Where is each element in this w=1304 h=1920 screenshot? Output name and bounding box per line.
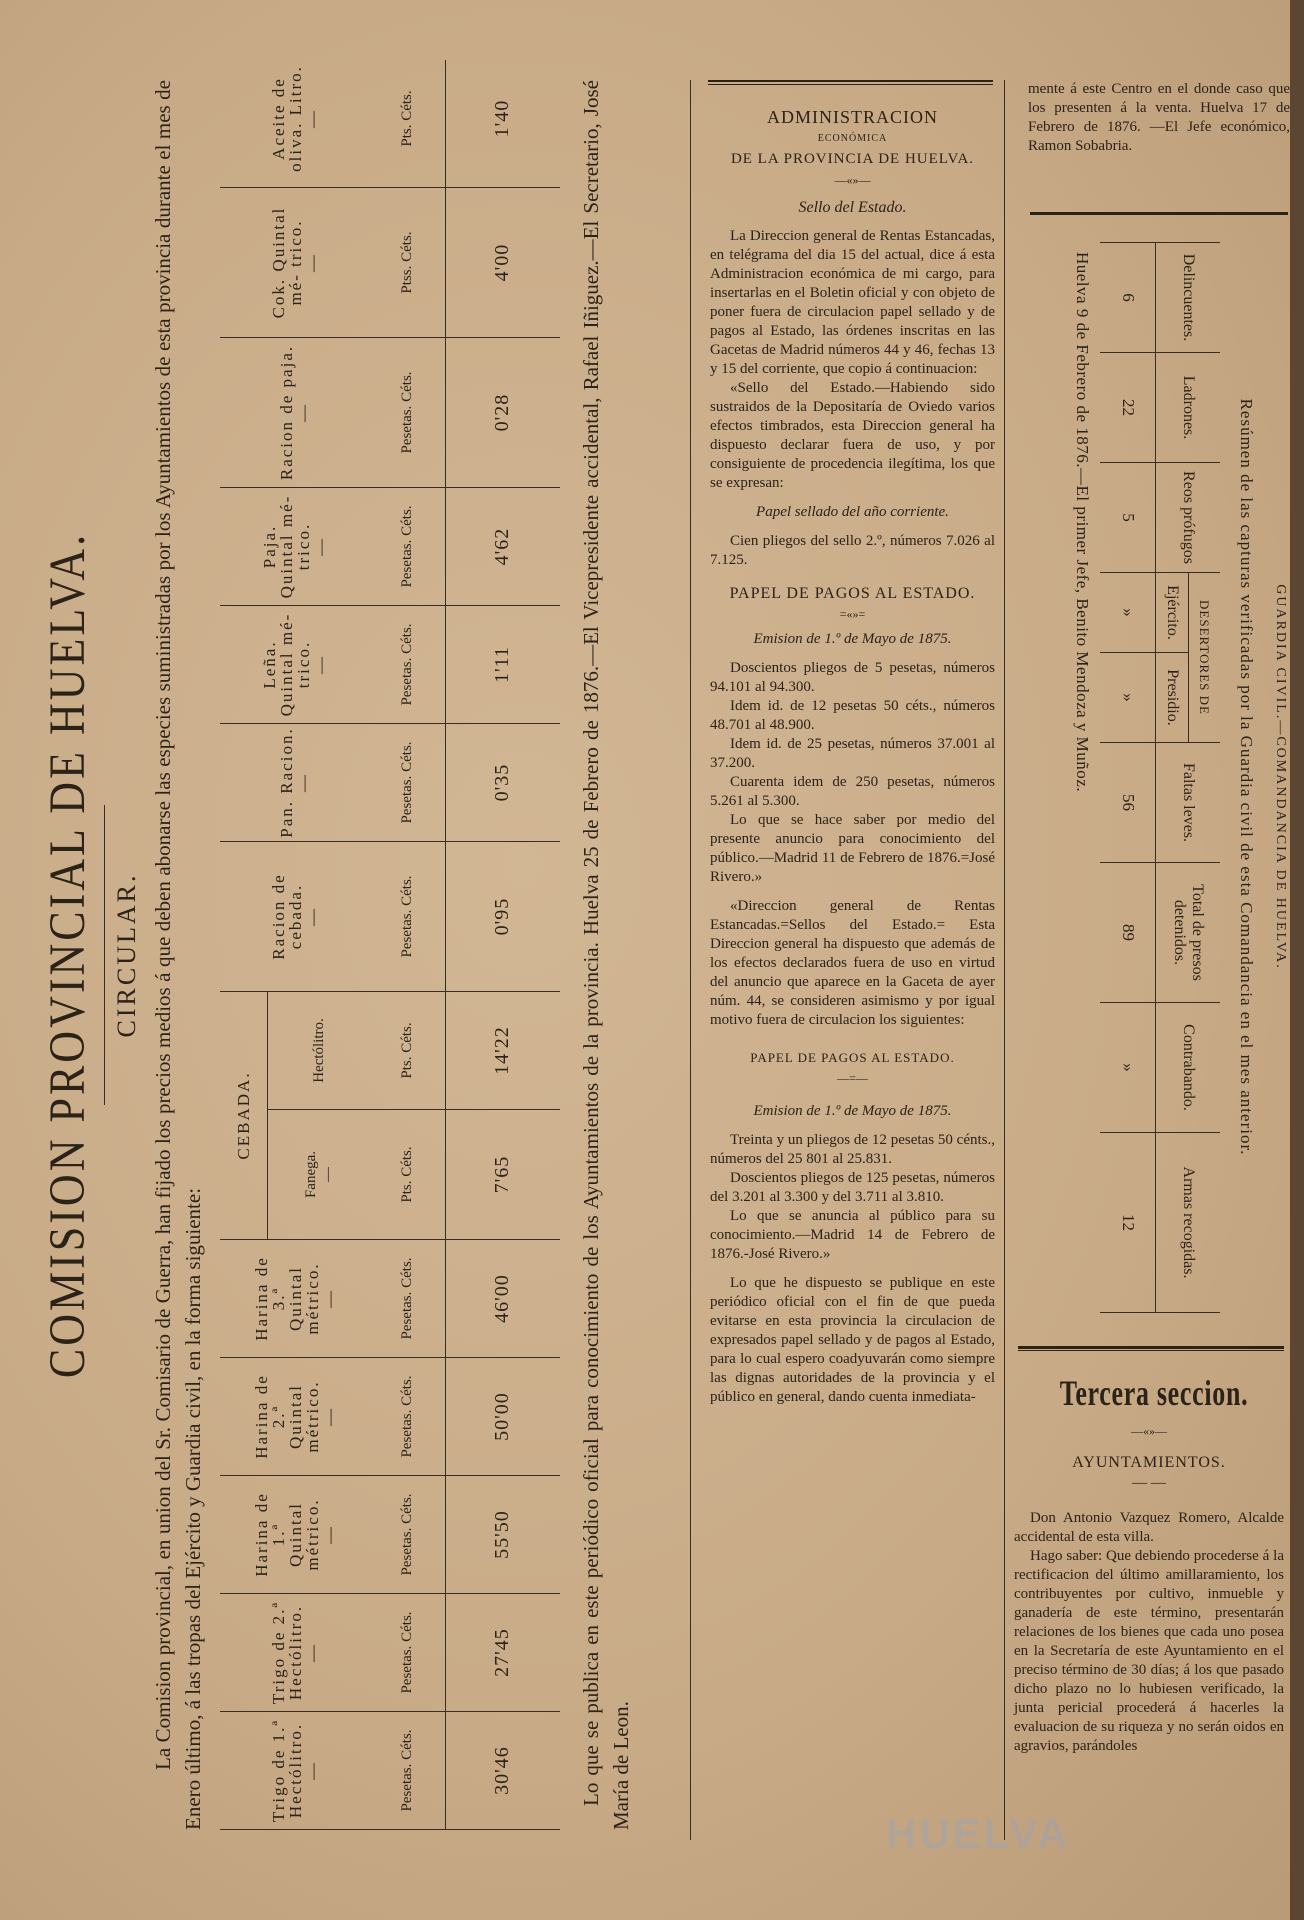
gc-head-desertores: DESERTORES DE	[1188, 573, 1220, 743]
paragraph: mente á este Centro en el donde caso que los presenten á la venta. Huelva 17 de Febrero de 1876. —El Jefe económico, Ramon Sobabria.	[1028, 81, 1290, 154]
ornament: —=—	[837, 1071, 868, 1085]
comision-title: COMISION PROVINCIAL DE HUELVA.	[39, 531, 96, 1379]
paragraph: «Sello del Estado.—Habiendo sido sustraidos de la Depositaría de Oviedo varios efectos timbrados, esta Direccion general ha dispuesto declarar fuera de uso, y por consiguiente de procedencia ilegítima, los que se expresan:	[710, 380, 995, 491]
unit-cell: Ptss. Céts.	[371, 188, 445, 338]
gc-value: 89	[1100, 863, 1156, 1003]
price-value: 55'50	[445, 1476, 560, 1594]
paragraph: Lo que se hace saber por medio del presente anuncio para conocimiento del público.—Madrid 11 de Febrero de 1876.=José Rivero.»	[710, 812, 995, 885]
tercera-seccion-heading: Tercera seccion.	[1059, 1373, 1249, 1413]
gc-head: Armas recogidas.	[1156, 1133, 1220, 1313]
column-divider	[1004, 80, 1005, 1840]
col-harina1: Harina de 1.ª Quintal métrico. —	[220, 1476, 371, 1594]
right-top-text	[1028, 80, 1290, 156]
price-value: 0'95	[445, 842, 560, 992]
gc-head: Delincuentes.	[1156, 243, 1220, 353]
unit-cell: Pts. Céts.	[371, 1110, 445, 1240]
gc-head: Total de presos detenidos.	[1156, 863, 1220, 1003]
price-value: 4'62	[445, 488, 560, 606]
paragraph: Doscientos pliegos de 5 pesetas, números 94.101 al 94.300.	[710, 660, 995, 695]
gc-title: GUARDIA CIVIL.—COMANDANCIA DE HUELVA.	[1273, 584, 1288, 970]
gc-value: »	[1100, 653, 1156, 743]
unit-cell: Pesetas. Céts.	[371, 1476, 445, 1594]
emision-heading: Emision de 1.º de Mayo de 1875.	[753, 1103, 952, 1119]
gc-value: 5	[1100, 463, 1156, 573]
unit-cell: Pesetas. Céts.	[371, 1594, 445, 1712]
col-fanega: Fanega. —	[268, 1110, 371, 1240]
col-pan: Pan. Racion. —	[220, 724, 371, 842]
comision-section	[20, 60, 660, 1850]
col-trigo1: Trigo de 1.ª Hectólitro. —	[220, 1712, 371, 1830]
ayuntamientos-column	[1014, 1422, 1284, 1756]
price-value: 50'00	[445, 1358, 560, 1476]
gc-value: »	[1100, 1003, 1156, 1133]
pagos-heading: PAPEL DE PAGOS AL ESTADO.	[750, 1050, 955, 1065]
watermark-stamp: HUELVA	[886, 1810, 1071, 1857]
circular-footer: Lo que se publica en este periódico oficial para conocimiento de los Ayuntamientos de la provincia. Huelva 25 de Febrero de 1876.—El Vicepresidente accidental, Rafael Iñiguez.—El Secretario, José María de Leon.	[579, 80, 633, 1830]
col-lena: Leña. Quintal mé- trico. —	[220, 606, 371, 724]
unit-cell: Pts. Céts.	[371, 992, 445, 1110]
captures-table	[1100, 242, 1220, 1313]
unit-cell: Pesetas. Céts.	[371, 842, 445, 992]
price-value: 0'28	[445, 338, 560, 488]
price-value: 1'11	[445, 606, 560, 724]
unit-cell: Pesetas. Céts.	[371, 1240, 445, 1358]
pagos-heading: PAPEL DE PAGOS AL ESTADO.	[729, 585, 976, 602]
page-edge	[1290, 0, 1304, 1920]
gc-head: Ejército.	[1156, 573, 1188, 653]
paragraph: Lo que he dispuesto se publique en este periódico oficial con el fin de que pueda evitarse en esta provincia la circulacion de expresados papel sellado y de pagos al Estado, para lo cual espero coadyuvarán como siempre las dignas autoridades de la provincia y el público en general, dando cuenta inmediata-	[710, 1275, 995, 1405]
paragraph: Don Antonio Vazquez Romero, Alcalde accidental de esta villa.	[1014, 1510, 1284, 1545]
unit-cell: Pesetas. Céts.	[371, 338, 445, 488]
unit-cell: Pesetas. Céts.	[371, 1712, 445, 1830]
paragraph: «Direccion general de Rentas Estancadas.=Sellos del Estado.= Esta Direccion general ha dispuesto que además de los efectos declarados fuera de uso en virtud del anuncio que aparece en la Gaceta de ayer núm. 44, se consideren asimismo y por igual motivo fuera de circulacion los siguientes:	[710, 898, 995, 1028]
administracion-column	[710, 78, 995, 1407]
price-value: 14'22	[445, 992, 560, 1110]
col-paja: Paja. Quintal mé- trico. —	[220, 488, 371, 606]
col-cok: Cok. Quintal mé- trico. —	[220, 188, 371, 338]
gc-head: Presidio.	[1156, 653, 1188, 743]
paragraph: Hago saber: Que debiendo procederse á la rectificacion del último amillaramiento, los contribuyentes por cultivo, inmueble y ganadería de este término, presentarán relaciones de los bienes que cada uno posea en la Secretaría de este Ayuntamiento en el preciso término de 30 días; á los que pasado dicho plazo no lo hubiesen verificado, la junta pericial procederá á hacerles la evaluacion de su riqueza y no serán oidos en agravios, parándoles	[1014, 1548, 1284, 1754]
price-value: 7'65	[445, 1110, 560, 1240]
gc-value: 22	[1100, 353, 1156, 463]
col-harina2: Harina de 2.ª Quintal métrico. —	[220, 1358, 371, 1476]
unit-cell: Pesetas. Céts.	[371, 488, 445, 606]
dash-ornament: — —	[1132, 1475, 1166, 1491]
unit-cell: Pesetas. Céts.	[371, 1358, 445, 1476]
paragraph: Treinta y un pliegos de 12 pesetas 50 cénts., números del 25 801 al 25.831.	[710, 1132, 995, 1167]
price-value: 30'46	[445, 1712, 560, 1830]
ornament: —«»—	[1131, 1424, 1167, 1438]
circular-intro: La Comision provincial, en union del Sr. Comisario de Guerra, han fijado los precios medios á que deben abonarse las especies suministradas por los Ayuntamientos de esta provincia durante el mes de Enero último, á las tropas del Ejército y Guardia civil, en la forma siguiente:	[151, 80, 205, 1830]
gc-value: 56	[1100, 743, 1156, 863]
paragraph: Idem id. de 12 pesetas 50 céts., números 48.701 al 48.900.	[710, 698, 995, 733]
price-value: 27'45	[445, 1594, 560, 1712]
col-racion-paja: Racion de paja. —	[220, 338, 371, 488]
gc-head: Reos prófugos	[1156, 463, 1220, 573]
unit-cell: Pesetas. Céts.	[371, 606, 445, 724]
col-hectolitro-cebada: Hectólitro.	[268, 992, 371, 1110]
section-rule	[1030, 212, 1288, 215]
col-harina3: Harina de 3.ª Quintal métrico. —	[220, 1240, 371, 1358]
gc-signature: Huelva 9 de Febrero de 1876.—El primer Jefe, Benito Mendoza y Muñoz.	[1073, 252, 1092, 793]
paragraph: La Direccion general de Rentas Estancadas, en telégrama del dia 15 del actual, dice á esta Administracion económica de mi cargo, para insertarlas en el Boletin oficial y con objeto de poner fuera de circulacion papel sellado y de pagos al Estado, las órdenes inscritas en las Gacetas de Madrid números 44 y 46, fechas 13 y 15 del corriente, que copio á continuacion:	[710, 228, 995, 377]
price-value: 46'00	[445, 1240, 560, 1358]
admin-province: DE LA PROVINCIA DE HUELVA.	[730, 151, 975, 167]
gc-subtitle: Resúmen de las capturas verificadas por la Guardia civil de esta Comandancia en el mes anterior.	[1237, 398, 1256, 1156]
paragraph: Doscientos pliegos de 125 pesetas, números del 3.201 al 3.300 y del 3.711 al 3.810.	[710, 1170, 995, 1205]
col-cebada-group: CEBADA.	[220, 992, 268, 1240]
ornament: —«»—	[834, 173, 871, 187]
sello-heading: Sello del Estado.	[798, 199, 907, 216]
price-value: 1'40	[445, 60, 560, 188]
unit-cell: Pts. Céts.	[371, 60, 445, 188]
gc-value: 6	[1100, 243, 1156, 353]
gc-value: »	[1100, 573, 1156, 653]
column-divider	[690, 80, 691, 1840]
gc-head: Faltas leves.	[1156, 743, 1220, 863]
paragraph: Cien pliegos del sello 2.º, números 7.026 al 7.125.	[710, 533, 995, 568]
paragraph: Cuarenta idem de 250 pesetas, números 5.261 al 5.300.	[710, 774, 995, 809]
admin-subheading: ECONÓMICA	[817, 133, 888, 144]
price-value: 4'00	[445, 188, 560, 338]
ayuntamientos-heading: AYUNTAMIENTOS.	[1072, 1454, 1226, 1471]
gc-head: Ladrones.	[1156, 353, 1220, 463]
unit-cell: Pesetas. Céts.	[371, 724, 445, 842]
admin-heading: ADMINISTRACION	[767, 107, 938, 127]
paragraph: Idem id. de 25 pesetas, números 37.001 al 37.200.	[710, 736, 995, 771]
emision-heading: Emision de 1.º de Mayo de 1875.	[753, 631, 952, 647]
prices-table	[220, 60, 560, 1830]
gc-head: Contrabando.	[1156, 1003, 1220, 1133]
ornament: =«»=	[839, 607, 866, 621]
col-racion-cebada: Racion de cebada. —	[220, 842, 371, 992]
col-aceite: Aceite de oliva. Litro. —	[220, 60, 371, 188]
col-trigo2: Trigo de 2.ª Hectólitro. —	[220, 1594, 371, 1712]
paragraph: Lo que se anuncia al público para su conocimiento.—Madrid 14 de Febrero de 1876.-José Rivero.»	[710, 1208, 995, 1262]
section-rule	[1018, 1346, 1284, 1351]
title-rule	[104, 805, 105, 1105]
papel-corriente-heading: Papel sellado del año corriente.	[756, 504, 949, 520]
circular-subtitle: CIRCULAR.	[112, 872, 141, 1038]
guardia-civil-section	[1020, 222, 1292, 1332]
price-value: 0'35	[445, 724, 560, 842]
gc-value: 12	[1100, 1133, 1156, 1313]
